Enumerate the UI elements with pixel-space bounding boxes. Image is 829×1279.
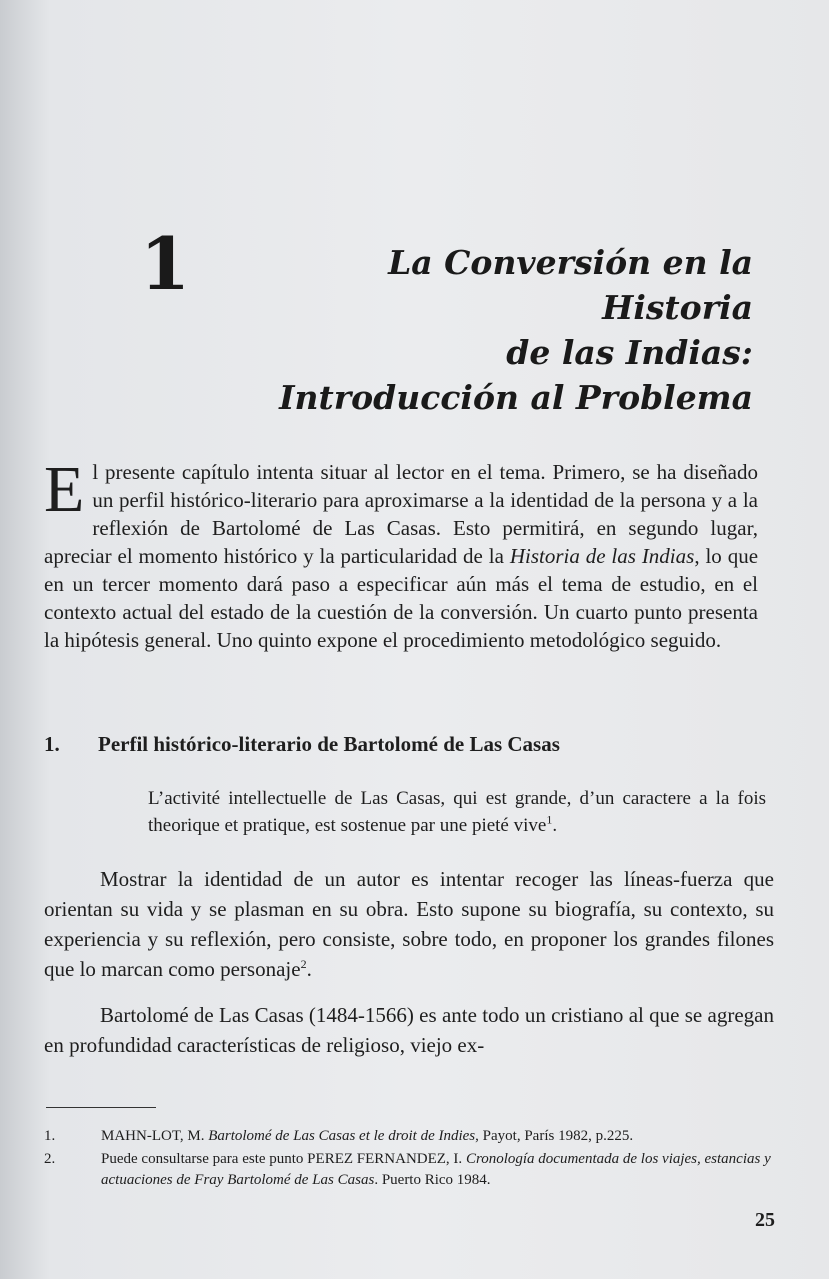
page-number: 25 <box>755 1209 775 1231</box>
body-paragraph <box>44 1000 774 1060</box>
paragraph-text: Mostrar la identidad de un autor es intentar recoger las líneas-fuerza que orientan su vida y se plasman en su obra. Esto supone su biografía, su contexto, su experiencia y su reflexión, pero consiste, sobre todo, en proponer los grandes filones que lo marcan como personaje <box>44 867 774 981</box>
footnote-text-start: Puede consultarse para este punto PEREZ FERNANDEZ, I. <box>101 1151 466 1167</box>
footnote-italic: Bartolomé de Las Casas et le droit de Indies <box>208 1128 476 1144</box>
quote-end: . <box>552 815 558 836</box>
footnote-italic: Cronología documentada de los viajes, estancias y actuaciones de Fray Bartolomé de Las Casas <box>101 1151 771 1188</box>
footnote-text-end: , Payot, París 1982, p.225. <box>475 1128 634 1144</box>
section-heading <box>44 730 758 758</box>
footnote-text <box>101 1149 784 1191</box>
section-title: Perfil histórico-literario de Bartolomé de Las Casas <box>98 732 560 756</box>
footnote-text-end: . Puerto Rico 1984. <box>374 1172 491 1188</box>
chapter-title-line: de las Indias: <box>506 333 753 372</box>
footnotes <box>44 1126 784 1193</box>
footnote-text <box>101 1126 784 1147</box>
footnote-ref: 1 <box>546 812 553 827</box>
intro-text: l presente capítulo intenta situar al lector en el tema. Primero, se ha diseñado un perfil histórico-literario para aproximarse a la identidad de la persona y a la reflexión de Bartolomé de Las Casas. Esto permitirá, en segundo lugar, apreciar el momento histórico y la particularidad de la <box>44 460 758 568</box>
footnote-text-start: MAHN-LOT, M. <box>101 1128 209 1144</box>
section-number: 1. <box>44 732 60 756</box>
chapter-title-line: Introducción al Problema <box>279 378 753 417</box>
quote-text: L’activité intellectuelle de Las Casas, qui est grande, d’un caractere a la fois theorique et pratique, est sostenue par une pieté vive <box>148 788 766 836</box>
epigraph-quote <box>148 785 766 839</box>
footnote-number: 2. <box>44 1151 56 1167</box>
footnote <box>44 1149 784 1191</box>
paragraph-end: . <box>306 957 312 981</box>
intro-text: , lo que en un tercer momento dará paso a especificar aún más el tema de estudio, en el contexto actual del estado de la cuestión de la conversión. Un cuarto punto presenta la hipótesis general. Uno quinto expone el procedimiento metodológico seguido. <box>44 544 759 652</box>
chapter-title-line: La Conversión en la Historia <box>388 243 753 327</box>
footnote <box>44 1126 784 1147</box>
footnote-divider <box>46 1107 156 1108</box>
intro-paragraph <box>44 453 759 654</box>
footnote-number: 1. <box>44 1128 56 1144</box>
chapter-title <box>233 240 753 420</box>
drop-cap: E <box>44 453 85 526</box>
paragraph-text: Bartolomé de Las Casas (1484-1566) es ante todo un cristiano al que se agregan en profundidad características de religioso, viejo ex- <box>44 1003 774 1057</box>
book-title-italic: Historia de las Indias <box>509 544 695 568</box>
footnote-ref: 2 <box>300 957 307 971</box>
chapter-number: 1 <box>140 221 191 306</box>
body-paragraph <box>44 864 774 984</box>
